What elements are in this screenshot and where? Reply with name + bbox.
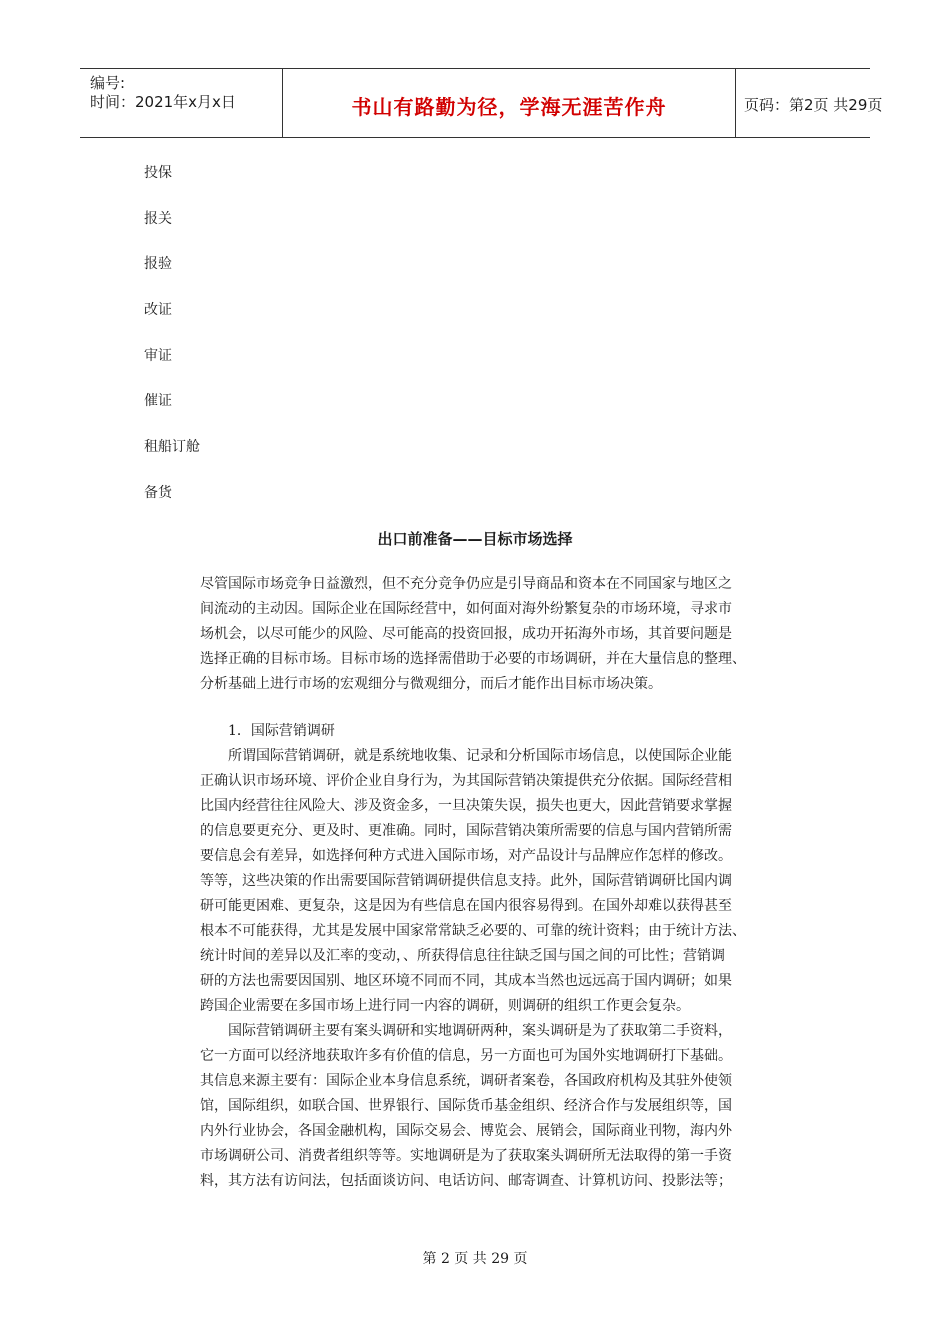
paragraph-line: 跨国企业需要在多国市场上进行同一内容的调研，则调研的组织工作更会复杂。 (200, 998, 690, 1014)
paragraph-line: 统计时间的差异以及汇率的变动，、所获得信息往往缺乏国与国之间的可比性；营销调 (200, 948, 725, 964)
header-page-code: 页码：第2页 共29页 (744, 96, 883, 114)
page-footer: 第 2 页 共 29 页 (422, 1251, 528, 1267)
document-time-label: 时间：2021年x月x日 (90, 93, 236, 111)
paragraph-line: 内外行业协会，各国金融机构，国际交易会、博览会、展销会，国际商业刊物，海内外 (200, 1123, 732, 1139)
paragraph-line: 市场调研公司、消费者组织等等。实地调研是为了获取案头调研所无法取得的第一手资 (200, 1148, 732, 1164)
paragraph-line: 间流动的主动因。国际企业在国际经营中，如何面对海外纷繁复杂的市场环境，寻求市 (200, 601, 732, 617)
paragraph-line: 馆，国际组织，如联合国、世界银行、国际货币基金组织、经济合作与发展组织等，国 (200, 1098, 732, 1114)
list-item: 催证 (144, 393, 172, 409)
paragraph-line: 所谓国际营销调研，就是系统地收集、记录和分析国际市场信息，以使国际企业能 (228, 748, 732, 764)
list-item: 备货 (144, 485, 172, 501)
paragraph-line: 等等，这些决策的作出需要国际营销调研提供信息支持。此外，国际营销调研比国内调 (200, 873, 732, 889)
list-item: 投保 (144, 165, 172, 181)
list-item: 报关 (144, 211, 172, 227)
document-header (80, 68, 883, 138)
paragraph-line: 研的方法也需要因国别、地区环境不同而不同，其成本当然也远远高于国内调研；如果 (200, 973, 732, 989)
header-motto: 书山有路勤为径，学海无涯苦作舟 (351, 95, 667, 119)
paragraph-line: 要信息会有差异，如选择何种方式进入国际市场，对产品设计与品牌应作怎样的修改。 (200, 848, 732, 864)
paragraph-line: 分析基础上进行市场的宏观细分与微观细分，而后才能作出目标市场决策。 (200, 676, 662, 692)
paragraph-line: 根本不可能获得，尤其是发展中国家常常缺乏必要的、可靠的统计资料；由于统计方法、 (200, 923, 746, 939)
header-motto-cell (282, 69, 736, 137)
list-item: 改证 (144, 302, 172, 318)
paragraph-line: 的信息要更充分、更及时、更准确。同时，国际营销决策所需要的信息与国内营销所需 (200, 823, 732, 839)
paragraph-line: 研可能更困难、更复杂，这是因为有些信息在国内很容易得到。在国外却难以获得甚至 (200, 898, 732, 914)
list-item: 租船订舱 (144, 439, 200, 455)
paragraph-line: 选择正确的目标市场。目标市场的选择需借助于必要的市场调研，并在大量信息的整理、 (200, 651, 746, 667)
subsection-heading: 1．国际营销调研 (228, 723, 335, 739)
section-title: 出口前准备——目标市场选择 (377, 530, 573, 548)
header-info-cell (80, 69, 282, 137)
document-number-label: 编号: (90, 74, 126, 92)
paragraph-line: 料，其方法有访问法，包括面谈访问、电话访问、邮寄调查、计算机访问、投影法等； (200, 1173, 732, 1189)
paragraph-line: 比国内经营往往风险大、涉及资金多，一旦决策失误，损失也更大，因此营销要求掌握 (200, 798, 732, 814)
paragraph-line: 场机会，以尽可能少的风险、尽可能高的投资回报，成功开拓海外市场，其首要问题是 (200, 626, 732, 642)
header-page-cell (736, 69, 883, 137)
paragraph-line: 国际营销调研主要有案头调研和实地调研两种，案头调研是为了获取第二手资料， (228, 1023, 732, 1039)
paragraph-line: 正确认识市场环境、评价企业自身行为，为其国际营销决策提供充分依据。国际经营相 (200, 773, 732, 789)
paragraph-line: 它一方面可以经济地获取许多有价值的信息，另一方面也可为国外实地调研打下基础。 (200, 1048, 732, 1064)
paragraph-line: 其信息来源主要有：国际企业本身信息系统，调研者案卷，各国政府机构及其驻外使领 (200, 1073, 732, 1089)
list-item: 审证 (144, 348, 172, 364)
paragraph-line: 尽管国际市场竞争日益激烈，但不充分竞争仍应是引导商品和资本在不同国家与地区之 (200, 576, 732, 592)
list-item: 报验 (144, 256, 172, 272)
